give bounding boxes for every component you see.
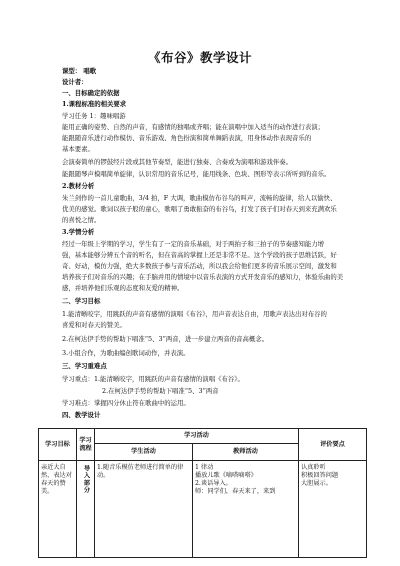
eval-line-3: 大胆展示。 (301, 480, 332, 487)
eval-line-1: 认真聆听 (301, 464, 326, 471)
teacher-line-4: 师：同学们，春天来了，来到 (195, 488, 276, 495)
goal-line-3: 2.在柯达伊手势的帮助下唱准“5、3”两音，进一步建立两音的音高概念。 (62, 335, 269, 343)
lesson-design-table (38, 428, 367, 558)
course-type: 课型： 唱歌 (62, 67, 97, 75)
table-header-row (39, 429, 367, 444)
goal-line-1: 1.能清晰咬字，用跳跃的声音有感情的演唱《布谷》，用声音表达自由，用歌声表达出对布谷的 (62, 310, 327, 318)
section-1-3-heading: 3.学情分析 (62, 228, 95, 236)
section-1-heading: 一、目标确定的依据 (62, 89, 120, 97)
student-line-1: 经过一年级上学期的学习，学生有了一定的音乐基础，对于两拍子和三拍子的节奏感知能力增 (62, 240, 325, 248)
key-point-1: 学习重点：1.能清晰咬字，用跳跃的声音有感情的演唱《布谷》。 (62, 375, 244, 383)
student-line-3: 奇、好动，模仿力强，绝大多数孩子参与音乐活动，所以我会给他们更多的音乐展示空间，激发和 (62, 262, 337, 270)
standard-line-6: 能跟随琴声模唱简单旋律，认识常用的音乐记号，能用线条、色块、图形等表示所听到的音乐。 (62, 170, 331, 178)
teacher-line-1: 1 律动 (195, 464, 214, 471)
row-eval-cell (299, 461, 367, 558)
section-4-heading: 四、教学设计 (62, 411, 101, 419)
standard-line-3: 能跟随音乐进行动作模仿、音乐游戏、角色扮演和简单舞蹈表演，用身体动作表现音乐的 (62, 134, 312, 142)
teacher-line-3: 2.谈话导入。 (195, 480, 232, 487)
material-line-2: 优美的感觉。歌词以孩子般的童心，歌唱了勇敢振奋的布谷鸟，打发了孩子们对春天到来充满欢乐 (62, 205, 337, 213)
standard-line-2: 能用正确的姿势、自然的声音，有感情的独唱或齐唱；能在演唱中加入适当的动作进行表演； (62, 123, 325, 131)
header-goal: 学习目标 (39, 429, 77, 461)
document-title: 《布谷》教学设计 (147, 50, 252, 65)
row-student-cell: 1.随音乐模仿老师进行简单的律动。 (95, 461, 193, 558)
row-process-cell: 导入部分 (77, 461, 95, 558)
eval-line-2: 积极回答问题 (301, 472, 339, 479)
student-line-4: 培养孩子们对音乐的兴趣；在手脑并用的情境中以音乐表演的方式开发音乐的感知力，体验乐曲的美 (62, 273, 344, 281)
material-line-3: 的喜悦之情。 (62, 216, 101, 224)
key-point-2: 2.在柯达伊手势的帮助下唱准“5、3”两音 (102, 387, 219, 395)
header-activity: 学习活动 (95, 429, 299, 444)
header-process: 学习流程 (77, 429, 95, 461)
header-teacher: 教师活动 (193, 444, 299, 461)
designer: 设计者： (62, 78, 88, 86)
table-row (39, 461, 367, 558)
row-goal-cell: 亲近大自然，表达对春天的赞美。 (39, 461, 77, 558)
student-line-2: 强，基本能够分辨五个音的听名，但在音高的掌握上还是非常不足。这个学段的孩子思维活跃，好 (62, 251, 337, 259)
row-teacher-cell (193, 461, 299, 558)
header-student: 学生活动 (95, 444, 193, 461)
section-1-1-heading: 1.课程标准的相关要求 (62, 100, 127, 108)
goal-line-4: 3.小组合作，为歌曲编创歌词动作，并表演。 (62, 349, 190, 357)
section-3-heading: 三、学习重难点 (62, 362, 107, 370)
section-1-2-heading: 2.教材分析 (62, 182, 95, 190)
standard-line-5: 会演奏简单的锣鼓经片段或其他节奏型，能进行独奏、合奏或为演唱和游戏伴奏。 (62, 158, 293, 166)
section-2-heading: 二、学习目标 (62, 297, 101, 305)
header-eval: 评价要点 (299, 429, 367, 461)
goal-line-2: 喜爱和对春天的赞美。 (62, 321, 126, 329)
student-line-5: 感，并培养他们乐观的态度和友爱的精神。 (62, 284, 184, 292)
standard-line-1: 学习任务 1：趣味唱游 (62, 112, 126, 120)
standard-line-4: 基本要素。 (62, 145, 94, 153)
teacher-line-2: 播放儿歌《嘀嗒嘀嗒》 (195, 472, 257, 479)
difficulty: 学习难点：掌握四分休止符在歌曲中的运用。 (62, 399, 190, 407)
material-line-1: 朱兰剑作的一首儿童歌曲，3/4 拍，F 大调，歌曲模仿布谷鸟的叫声，流畅的旋律，给人以愉快、 (62, 194, 337, 202)
